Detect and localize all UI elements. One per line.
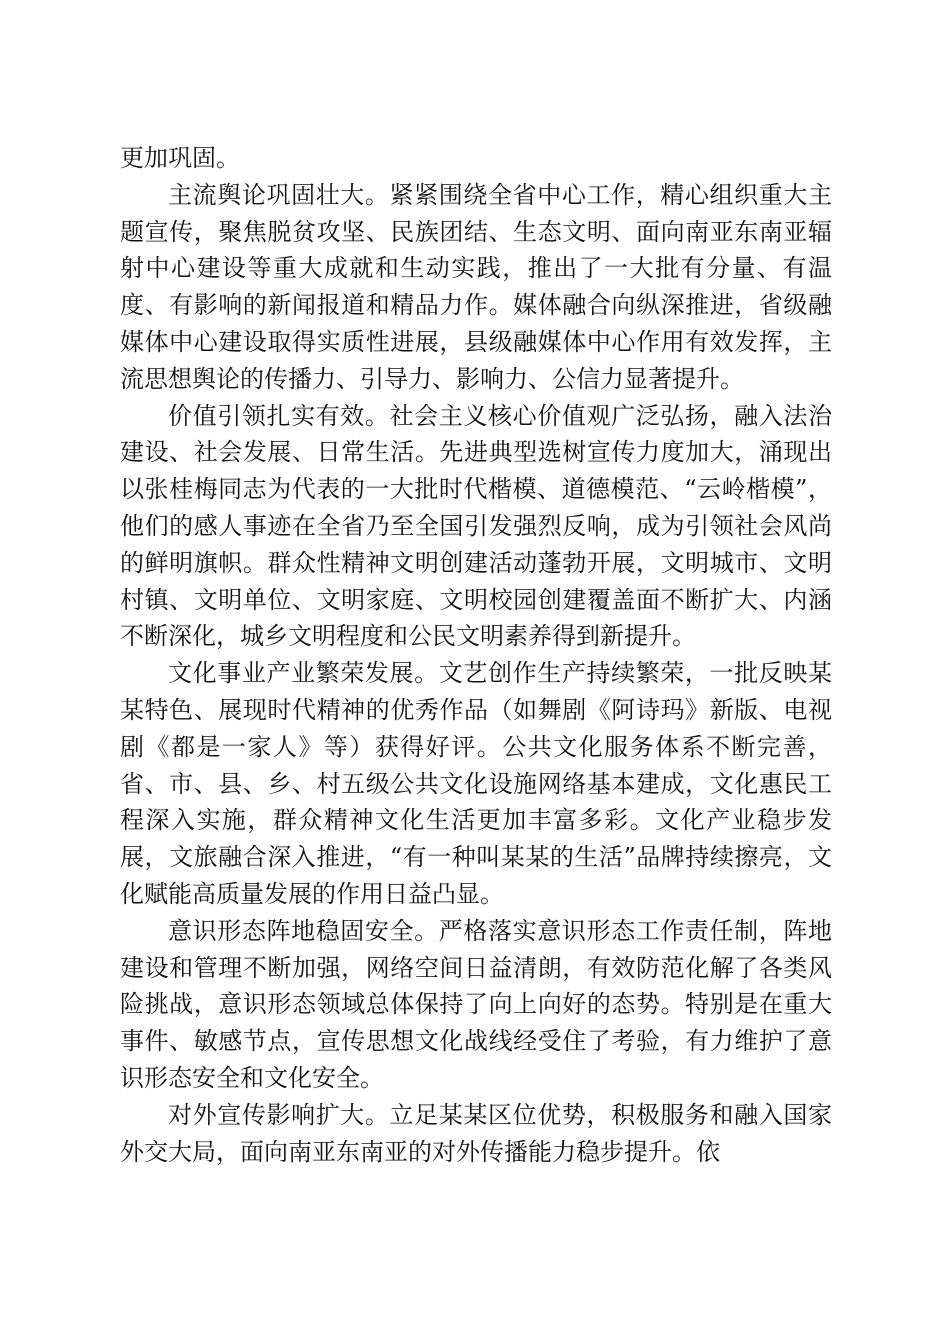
paragraph-value-guidance: 价值引领扎实有效。社会主义核心价值观广泛弘扬，融入法治建设、社会发展、日常生活。先进典型选树宣传力度加大，涌现出以张桂梅同志为代表的一大批时代楷模、道德模范、“云岭楷模”，他们的感人事迹在全省乃至全国引发强烈反响，成为引领社会风尚的鲜明旗帜。群众性精神文明创建活动蓬勃开展，文明城市、文明村镇、文明单位、文明家庭、文明校园创建覆盖面不断扩大、内涵不断深化，城乡文明程度和公民文明素养得到新提升。 — [120, 401, 832, 651]
paragraph-mainstream-opinion: 主流舆论巩固壮大。紧紧围绕全省中心工作，精心组织重大主题宣传，聚焦脱贫攻坚、民族团结、生态文明、面向南亚东南亚辐射中心建设等重大成就和生动实践，推出了一大批有分量、有温度、有影响的新闻报道和精品力作。媒体融合向纵深推进，省级融媒体中心建设取得实质性进展，县级融媒体中心作用有效发挥，主流思想舆论的传播力、引导力、影响力、公信力显著提升。 — [120, 180, 832, 393]
paragraph-culture-development: 文化事业产业繁荣发展。文艺创作生产持续繁荣，一批反映某某特色、展现时代精神的优秀作品（如舞剧《阿诗玛》新版、电视剧《都是一家人》等）获得好评。公共文化服务体系不断完善，省、市、县、乡、村五级公共文化设施网络基本建成，文化惠民工程深入实施，群众精神文化生活更加丰富多彩。文化产业稳步发展，文旅融合深入推进，“有一种叫某某的生活”品牌持续擦亮，文化赋能高质量发展的作用日益凸显。 — [120, 659, 832, 908]
paragraph-external-publicity: 对外宣传影响扩大。立足某某区位优势，积极服务和融入国家外交大局，面向南亚东南亚的对外传播能力稳步提升。依 — [120, 1100, 832, 1166]
document-body — [120, 140, 832, 1170]
paragraph-ideology-security: 意识形态阵地稳固安全。严格落实意识形态工作责任制，阵地建设和管理不断加强，网络空间日益清朗，有效防范化解了各类风险挑战，意识形态领域总体保持了向上向好的态势。特别是在重大事件、敏感节点，宣传思想文化战线经受住了考验，有力维护了意识形态安全和文化安全。 — [120, 916, 832, 1092]
paragraph-continuation: 更加巩固。 — [120, 144, 240, 172]
